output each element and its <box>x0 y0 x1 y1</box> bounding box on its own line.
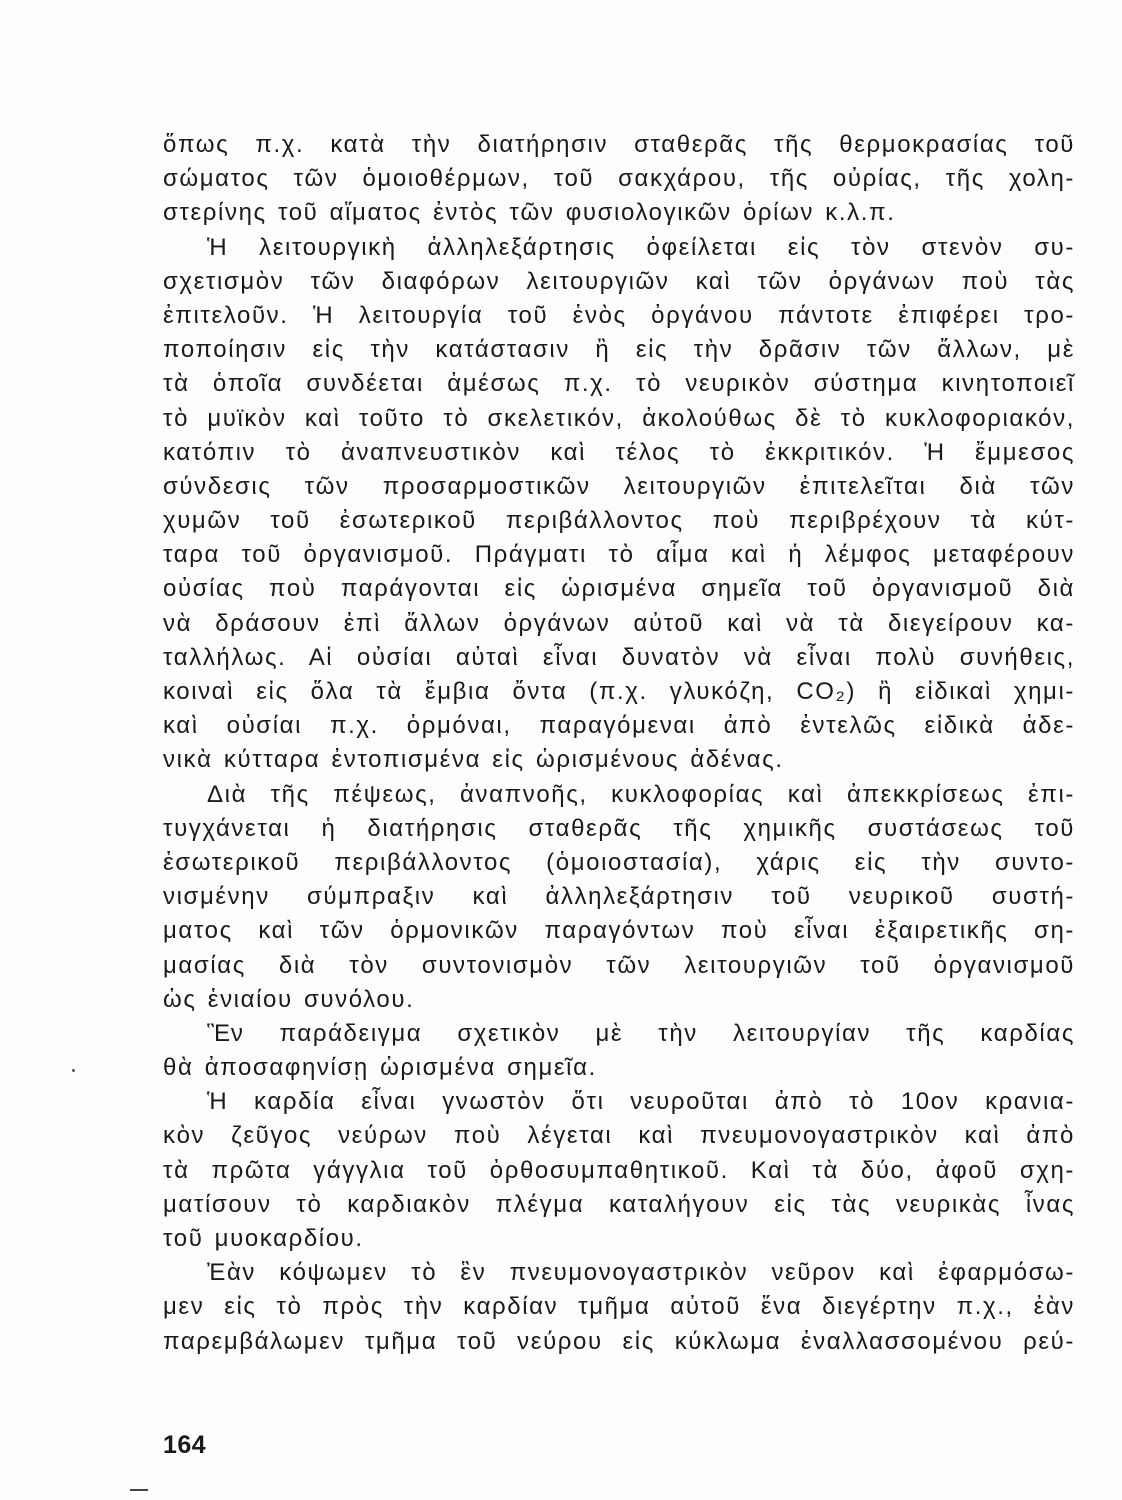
text-line: νικὰ κύτταρα ἐντοπισμένα εἰς ὡρισμένους ἀδένας. <box>163 746 784 774</box>
text-line: κατόπιν τὸ ἀναπνευστικὸν καὶ τέλος τὸ ἐκκριτικόν. Ἡ ἔμμεσος <box>163 438 1075 466</box>
text-line: τυγχάνεται ἡ διατήρησις σταθερᾶς τῆς χημικῆς συστάσεως τοῦ <box>163 814 1075 842</box>
text-line: ὅπως π.χ. κατὰ τὴν διατήρησιν σταθερᾶς τῆς θερμοκρασίας τοῦ <box>163 131 1075 158</box>
text-line: ἐσωτερικοῦ περιβάλλοντος (ὁμοιοστασία), χάρις εἰς τὴν συντο- <box>163 848 1075 876</box>
text-line: σώματος τῶν ὁμοιοθέρμων, τοῦ σακχάρου, τῆς οὐρίας, τῆς χολη- <box>163 165 1075 193</box>
text-line: ταρα τοῦ ὀργανισμοῦ. Πράγματι τὸ αἷμα καὶ ἡ λέμφος μεταφέρουν <box>163 541 1075 569</box>
text-line: οὐσίας ποὺ παράγονται εἰς ὡρισμένα σημεῖα τοῦ ὀργανισμοῦ διὰ <box>163 575 1075 603</box>
text-line: στερίνης τοῦ αἵματος ἐντὸς τῶν φυσιολογικῶν ὁρίων κ.λ.π. <box>163 199 896 227</box>
text-line: Ἡ καρδία εἶναι γνωστὸν ὅτι νευροῦται ἀπὸ τὸ 10ον κρανια- <box>207 1088 1075 1116</box>
text-line: ματίσουν τὸ καρδιακὸν πλέγμα καταλήγουν εἰς τὰς νευρικὰς ἶνας <box>163 1190 1075 1218</box>
text-line: τὸ μυϊκὸν καὶ τοῦτο τὸ σκελετικόν, ἀκολούθως δὲ τὸ κυκλοφοριακόν, <box>163 404 1075 432</box>
text-line: Διὰ τῆς πέψεως, ἀναπνοῆς, κυκλοφορίας καὶ ἀπεκκρίσεως ἐπι- <box>207 780 1075 808</box>
bottom-mark <box>130 1489 148 1491</box>
text-line: κοιναὶ εἰς ὅλα τὰ ἔμβια ὄντα (π.χ. γλυκόζη, CO₂) ἢ εἰδικαὶ χημι- <box>163 678 1075 705</box>
text-line: μεν εἰς τὸ πρὸς τὴν καρδίαν τμῆμα αὐτοῦ ἕνα διεγέρτην π.χ., ἐὰν <box>163 1293 1075 1321</box>
text-line: Ἡ λειτουργικὴ ἀλληλεξάρτησις ὀφείλεται εἰς τὸν στενὸν συ- <box>207 233 1075 261</box>
text-line: θὰ ἀποσαφηνίσῃ ὡρισμένα σημεῖα. <box>163 1054 597 1082</box>
text-line: ταλλήλως. Αἱ οὐσίαι αὐταὶ εἶναι δυνατὸν νὰ εἶναι πολὺ συνήθεις, <box>163 643 1075 671</box>
body-text <box>163 128 1075 1359</box>
text-line: μασίας διὰ τὸν συντονισμὸν τῶν λειτουργιῶν τοῦ ὀργανισμοῦ <box>163 951 1075 979</box>
text-line: ὡς ἑνιαίου συνόλου. <box>163 985 415 1013</box>
text-line: καὶ οὐσίαι π.χ. ὁρμόναι, παραγόμεναι ἀπὸ ἐντελῶς εἰδικὰ ἀδε- <box>163 712 1075 740</box>
text-line: νὰ δράσουν ἐπὶ ἄλλων ὀργάνων αὐτοῦ καὶ νὰ τὰ διεγείρουν κα- <box>163 609 1075 637</box>
text-line: κὸν ζεῦγος νεύρων ποὺ λέγεται καὶ πνευμονογαστρικὸν καὶ ἀπὸ <box>163 1122 1075 1150</box>
text-line: σχετισμὸν τῶν διαφόρων λειτουργιῶν καὶ τῶν ὀργάνων ποὺ τὰς <box>163 267 1075 295</box>
text-line: ἐπιτελοῦν. Ἡ λειτουργία τοῦ ἑνὸς ὀργάνου πάντοτε ἐπιφέρει τρο- <box>163 301 1075 329</box>
margin-speck <box>72 1069 75 1072</box>
page-number: 164 <box>163 1431 207 1459</box>
text-line: παρεμβάλωμεν τμῆμα τοῦ νεύρου εἰς κύκλωμα ἐναλλασσομένου ρεύ- <box>163 1327 1075 1355</box>
text-line: τοῦ μυοκαρδίου. <box>163 1225 364 1252</box>
text-line: ποποίησιν εἰς τὴν κατάστασιν ἢ εἰς τὴν δρᾶσιν τῶν ἄλλων, μὲ <box>163 336 1075 364</box>
text-line: τὰ ὁποῖα συνδέεται ἀμέσως π.χ. τὸ νευρικὸν σύστημα κινητοποιεῖ <box>163 370 1075 398</box>
text-line: νισμένην σύμπραξιν καὶ ἀλληλεξάρτησιν τοῦ νευρικοῦ συστή- <box>163 883 1075 911</box>
text-line: Ἐὰν κόψωμεν τὸ ἓν πνευμονογαστρικὸν νεῦρον καὶ ἐφαρμόσω- <box>207 1259 1075 1287</box>
text-line: σύνδεσις τῶν προσαρμοστικῶν λειτουργιῶν ἐπιτελεῖται διὰ τῶν <box>163 472 1075 500</box>
text-line: ματος καὶ τῶν ὁρμονικῶν παραγόντων ποὺ εἶναι ἐξαιρετικῆς ση- <box>163 917 1075 945</box>
text-line: Ἓν παράδειγμα σχετικὸν μὲ τὴν λειτουργίαν τῆς καρδίας <box>207 1019 1075 1047</box>
text-line: χυμῶν τοῦ ἐσωτερικοῦ περιβάλλοντος ποὺ περιβρέχουν τὰ κύτ- <box>163 507 1075 535</box>
text-line: τὰ πρῶτα γάγγλια τοῦ ὀρθοσυμπαθητικοῦ. Καὶ τὰ δύο, ἀφοῦ σχη- <box>163 1156 1075 1184</box>
